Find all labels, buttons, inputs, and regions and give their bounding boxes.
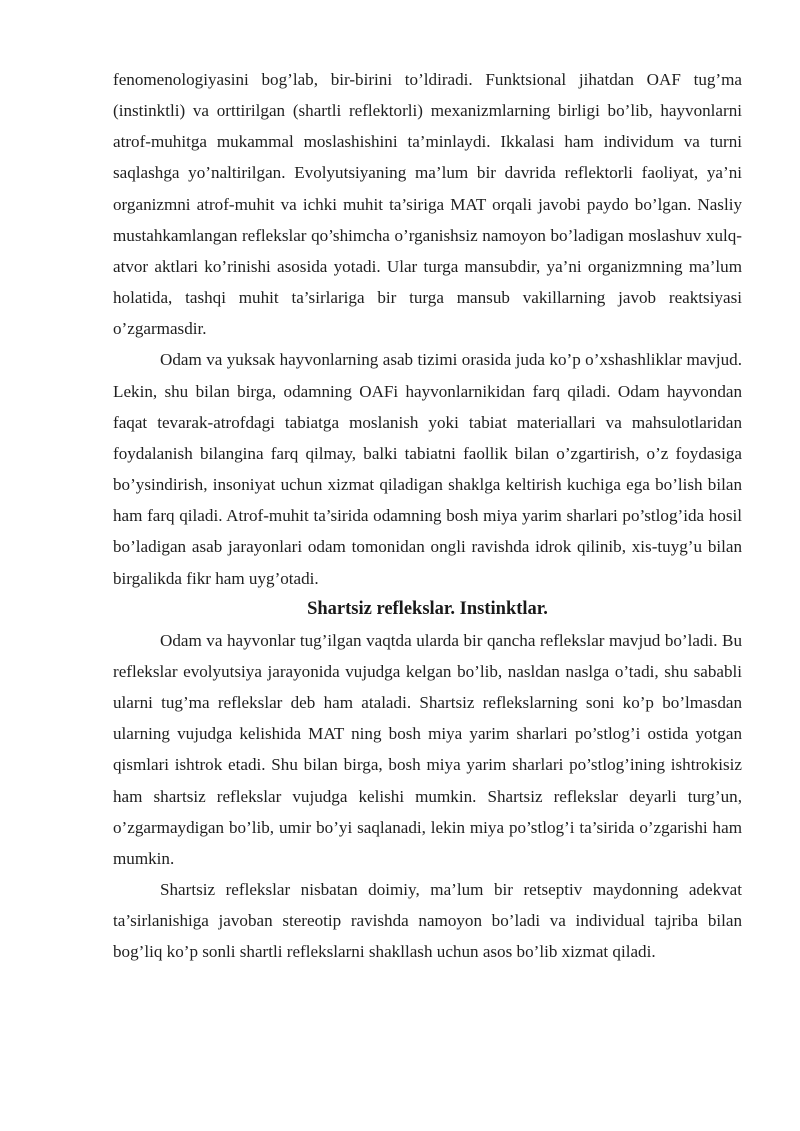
paragraph-unconditioned-reflexes: Shartsiz reflekslar nisbatan doimiy, ma’lum bir retseptiv maydonning adekvat ta’sirlanishiga javoban stereotip ravishda namoyon bo’ladi va individual tajriba bilan bog’liq ko’p sonli shartli reflekslarni shakllash uchun asos bo’lib xizmat qiladi. [113, 880, 742, 962]
paragraph-innate-reflexes: Odam va hayvonlar tug’ilgan vaqtda ularda bir qancha reflekslar mavjud bo’ladi. Bu reflekslar evolyutsiya jarayonida vujudga kelgan bo’lib, nasldan naslga o’tadi, shu sababli ularni tug’ma reflekslar deb ham ataladi. Shartsiz reflekslarning soni ko’p bo’lmasdan ularning vujudga kelishida MAT ning bosh miya yarim sharlari po’stlog’i ostida yotgan qismlari ishtrok etadi. Shu bilan birga, bosh miya yarim sharlari po’stlog’ining ishtrokisiz ham shartsiz reflekslar vujudga kelishi mumkin. Shartsiz reflekslar deyarli turg’un, o’zgarmaydigan bo’lib, umir bo’yi saqlanadi, lekin miya po’stlog’i ta’sirida o’zgarishi ham mumkin. [113, 630, 742, 868]
document-page [113, 64, 742, 968]
paragraph-continuation: fenomenologiyasini bog’lab, bir-birini to’ldiradi. Funktsional jihatdan OAF tug’ma (instinktli) va orttirilgan (shartli reflektorli) mexanizmlarning birligi bo’lib, hayvonlarni atrof-muhitga mukammal moslashishini ta’minlaydi. Ikkalasi ham individum va turni saqlashga yo’naltirilgan. Evolyutsiyaning ma’lum bir davrida reflektorli faoliyat, ya’ni organizmni atrof-muhit va ichki muhit ta’siriga MAT orqali javobi paydo bo’lgan. Nasliy mustahkamlangan reflekslar qo’shimcha o’rganishsiz namoyon bo’ladigan moslashuv xulq-atvor aktlari ko’rinishi asosida yotadi. Ular turga mansubdir, ya’ni organizmning ma’lum holatida, tashqi muhit ta’sirlariga bir turga mansub vakillarning javob reaktsiyasi o’zgarmasdir. [113, 70, 742, 339]
paragraph-nervous-system: Odam va yuksak hayvonlarning asab tizimi orasida juda ko’p o’xshashliklar mavjud. Lekin, shu bilan birga, odamning OAFi hayvonlarnikidan farq qiladi. Odam hayvondan faqat tevarak-atrofdagi tabiatga moslanish yoki tabiat materiallari va mahsulotlaridan foydalanish bilangina farq qilmay, balki tabiatni faollik bilan o’zgartirish, o’z foydasiga bo’ysindirish, insoniyat uchun xizmat qiladigan shaklga keltirish kuchiga ega bo’lish bilan ham farq qiladi. Atrof-muhit ta’sirida odamning bosh miya yarim sharlari po’stlog’ida hosil bo’ladigan asab jarayonlari odam tomonidan ongli ravishda idrok qilinib, xis-tuyg’u bilan birgalikda fikr ham uyg’otadi. [113, 350, 742, 588]
section-heading: Shartsiz reflekslar. Instinktlar. [307, 598, 548, 619]
